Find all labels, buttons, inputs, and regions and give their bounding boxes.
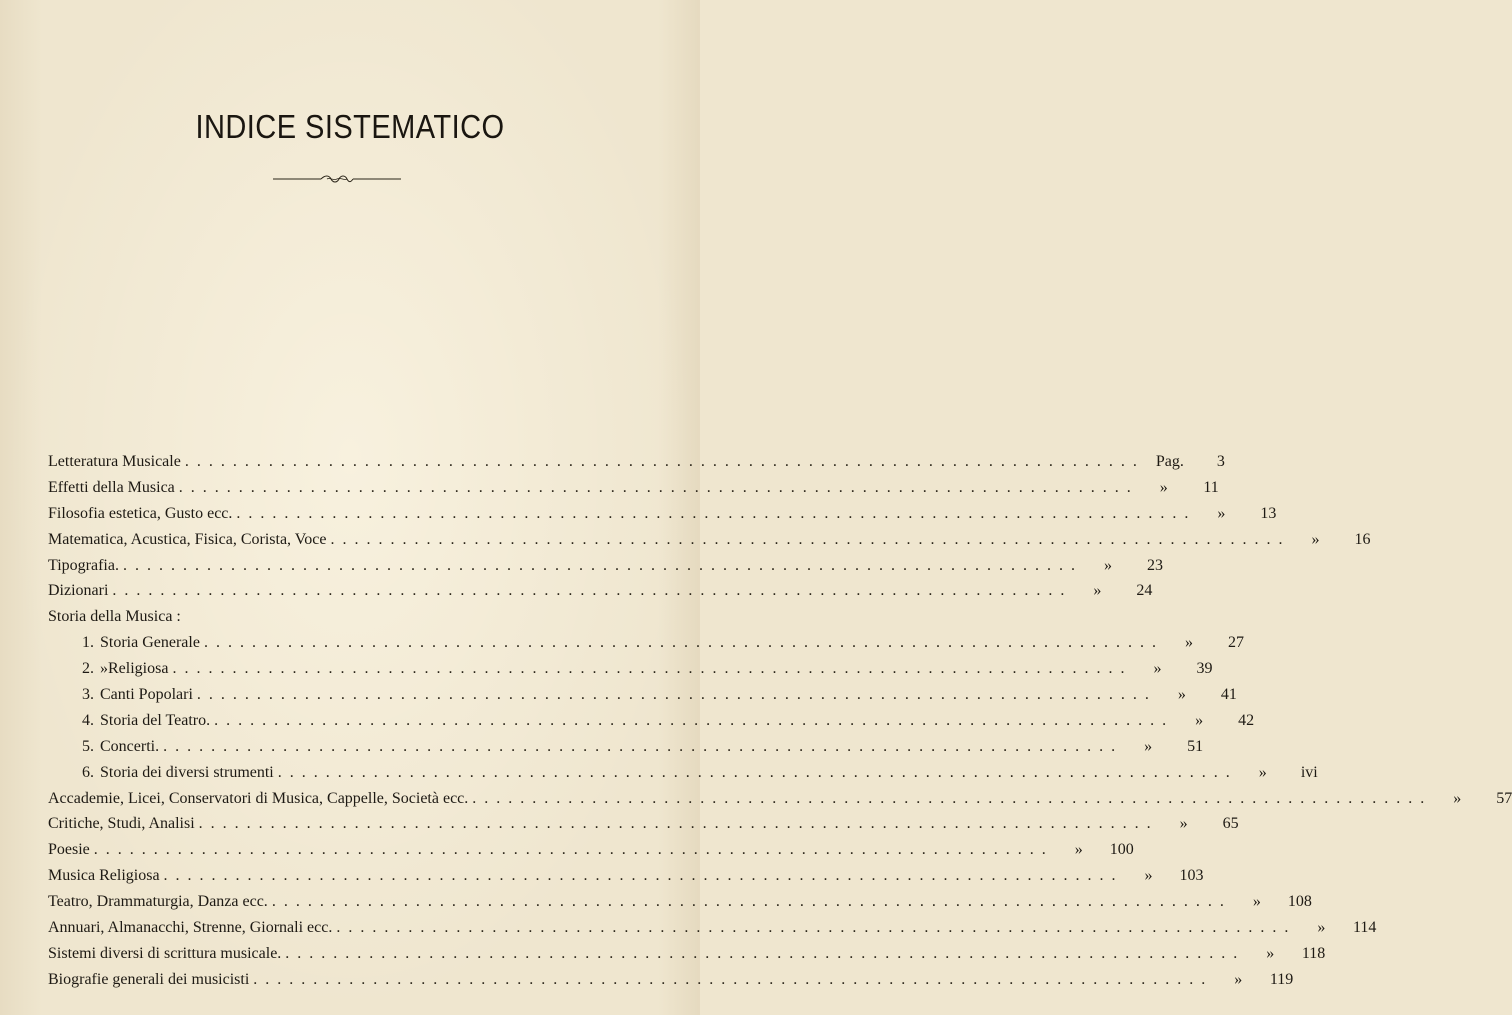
entry-label: Tipografia. <box>48 556 119 574</box>
toc-entry <box>48 837 1134 863</box>
page-prefix: » <box>1184 634 1193 652</box>
entry-label: Storia Generale <box>100 634 200 652</box>
toc-entry <box>48 967 1294 993</box>
page-prefix: Pag. <box>1155 453 1184 470</box>
page-number: 13 <box>1260 504 1277 522</box>
entry-label: Canti Popolari <box>100 686 193 704</box>
entry-label: Effetti della Musica <box>48 478 175 496</box>
toc-subentry <box>48 734 1204 760</box>
page-number: 42 <box>1238 711 1255 729</box>
page-number: 108 <box>1287 893 1312 911</box>
page-prefix: » <box>1266 944 1275 962</box>
entry-label: Biografie generali dei musicisti <box>48 970 250 988</box>
entry-label: Accademie, Licei, Conservatori di Musica, Cappelle, Società ecc. <box>48 789 469 807</box>
entry-number: 2. <box>82 660 94 678</box>
page-prefix: » <box>1258 763 1267 781</box>
leader-dots: ................................................................................ <box>122 556 1083 574</box>
leader-dots: ................................................................................ <box>236 504 1197 522</box>
leader-dots: ................................................................................ <box>112 582 1073 600</box>
toc-subentry <box>48 760 1318 786</box>
toc-subentry <box>48 656 1213 682</box>
page-number: 39 <box>1196 660 1213 678</box>
toc-entry <box>48 553 1163 579</box>
entry-number: 1. <box>82 634 94 652</box>
page-prefix: » <box>1103 556 1112 574</box>
leader-dots: ................................................................................ <box>203 634 1164 652</box>
entry-number: 4. <box>82 711 94 729</box>
leader-dots: ................................................................................ <box>271 893 1232 911</box>
entry-label: Concerti. <box>100 737 160 755</box>
page-prefix: » <box>1177 686 1186 704</box>
leader-dots: ................................................................................ <box>163 737 1124 755</box>
divider-ornament <box>273 173 401 185</box>
leader-dots: ................................................................................ <box>285 944 1246 962</box>
page-prefix: » <box>1317 919 1326 937</box>
toc-entry <box>48 863 1204 889</box>
page-number: 24 <box>1136 582 1153 600</box>
page-number: 103 <box>1179 867 1204 885</box>
toc-entry <box>48 475 1219 501</box>
page-prefix: » <box>1153 660 1162 678</box>
entry-label: Storia del Teatro. <box>100 711 211 729</box>
page-prefix: » <box>1144 737 1153 755</box>
table-of-contents <box>48 449 1512 993</box>
page-prefix: » <box>1179 815 1188 833</box>
leader-dots: ................................................................................ <box>253 970 1214 988</box>
page-prefix: » <box>1234 970 1243 988</box>
page-number: 41 <box>1220 686 1237 704</box>
toc-entry <box>48 811 1239 837</box>
entry-label: Storia dei diversi strumenti <box>100 763 274 781</box>
entry-label: Matematica, Acustica, Fisica, Corista, Voce <box>48 530 327 548</box>
page-number: 100 <box>1109 841 1134 859</box>
section-heading-label: Storia della Musica : <box>48 608 181 626</box>
toc-subentry <box>48 708 1255 734</box>
entry-label: Annuari, Almanacchi, Strenne, Giornali ecc. <box>48 919 333 937</box>
page-prefix: » <box>1144 867 1153 885</box>
toc-entry <box>48 527 1371 553</box>
page-number: 65 <box>1222 815 1239 833</box>
page-prefix: » <box>1074 841 1083 859</box>
page-number: 118 <box>1301 944 1326 962</box>
toc-entry <box>48 889 1312 915</box>
page-number: 23 <box>1146 556 1163 574</box>
page-title: INDICE SISTEMATICO <box>195 108 505 145</box>
toc-entry <box>48 941 1326 967</box>
page-prefix: » <box>1311 530 1320 548</box>
toc-section-heading <box>48 604 630 630</box>
entry-label: Sistemi diversi di scrittura musicale. <box>48 944 282 962</box>
leader-dots: ................................................................................ <box>163 867 1124 885</box>
leader-dots: ................................................................................ <box>472 789 1433 807</box>
leader-dots: ................................................................................ <box>277 763 1238 781</box>
entry-number: 6. <box>82 763 94 781</box>
leader-dots: ................................................................................ <box>172 660 1133 678</box>
page-prefix: » <box>1093 582 1102 600</box>
page-number: 51 <box>1187 737 1204 755</box>
page-prefix: » <box>1252 893 1261 911</box>
page-prefix: » <box>1159 478 1168 496</box>
leader-dots: ................................................................................ <box>336 919 1297 937</box>
toc-subentry <box>48 630 1244 656</box>
page-number: 57 <box>1496 789 1512 807</box>
entry-label: Critiche, Studi, Analisi <box>48 815 195 833</box>
entry-label: Musica Religiosa <box>48 867 160 885</box>
leader-dots: ................................................................................ <box>184 453 1145 470</box>
toc-entry <box>48 915 1377 941</box>
entry-label: Religiosa <box>108 660 169 678</box>
leader-dots: ................................................................................ <box>330 530 1291 548</box>
toc-entry <box>48 786 1512 812</box>
entry-number: 5. <box>82 737 94 755</box>
entry-label: Poesie <box>48 841 90 859</box>
page-prefix: » <box>1195 711 1204 729</box>
toc-entry <box>48 578 1153 604</box>
page-number: 3 <box>1216 453 1225 470</box>
page-number: 16 <box>1354 530 1371 548</box>
toc-entry <box>48 449 1225 475</box>
page-prefix: » <box>1217 504 1226 522</box>
entry-label: Teatro, Drammaturgia, Danza ecc. <box>48 893 268 911</box>
page-number: ivi <box>1300 763 1318 781</box>
page-number: 114 <box>1352 919 1377 937</box>
page-number: 27 <box>1227 634 1244 652</box>
leader-dots: ................................................................................ <box>214 711 1175 729</box>
toc-entry <box>48 501 1277 527</box>
ditto-mark: » <box>100 660 108 678</box>
entry-label: Dizionari <box>48 582 109 600</box>
leader-dots: ................................................................................ <box>198 815 1159 833</box>
page-number: 11 <box>1203 478 1219 496</box>
page-prefix: » <box>1453 789 1462 807</box>
leader-dots: ................................................................................ <box>178 478 1139 496</box>
toc-subentry <box>48 682 1237 708</box>
page-number: 119 <box>1269 970 1294 988</box>
leader-dots: ................................................................................ <box>93 841 1054 859</box>
entry-number: 3. <box>82 686 94 704</box>
entry-label: Filosofia estetica, Gusto ecc. <box>48 504 233 522</box>
leader-dots: ................................................................................ <box>196 686 1157 704</box>
entry-label: Letteratura Musicale <box>48 453 181 470</box>
